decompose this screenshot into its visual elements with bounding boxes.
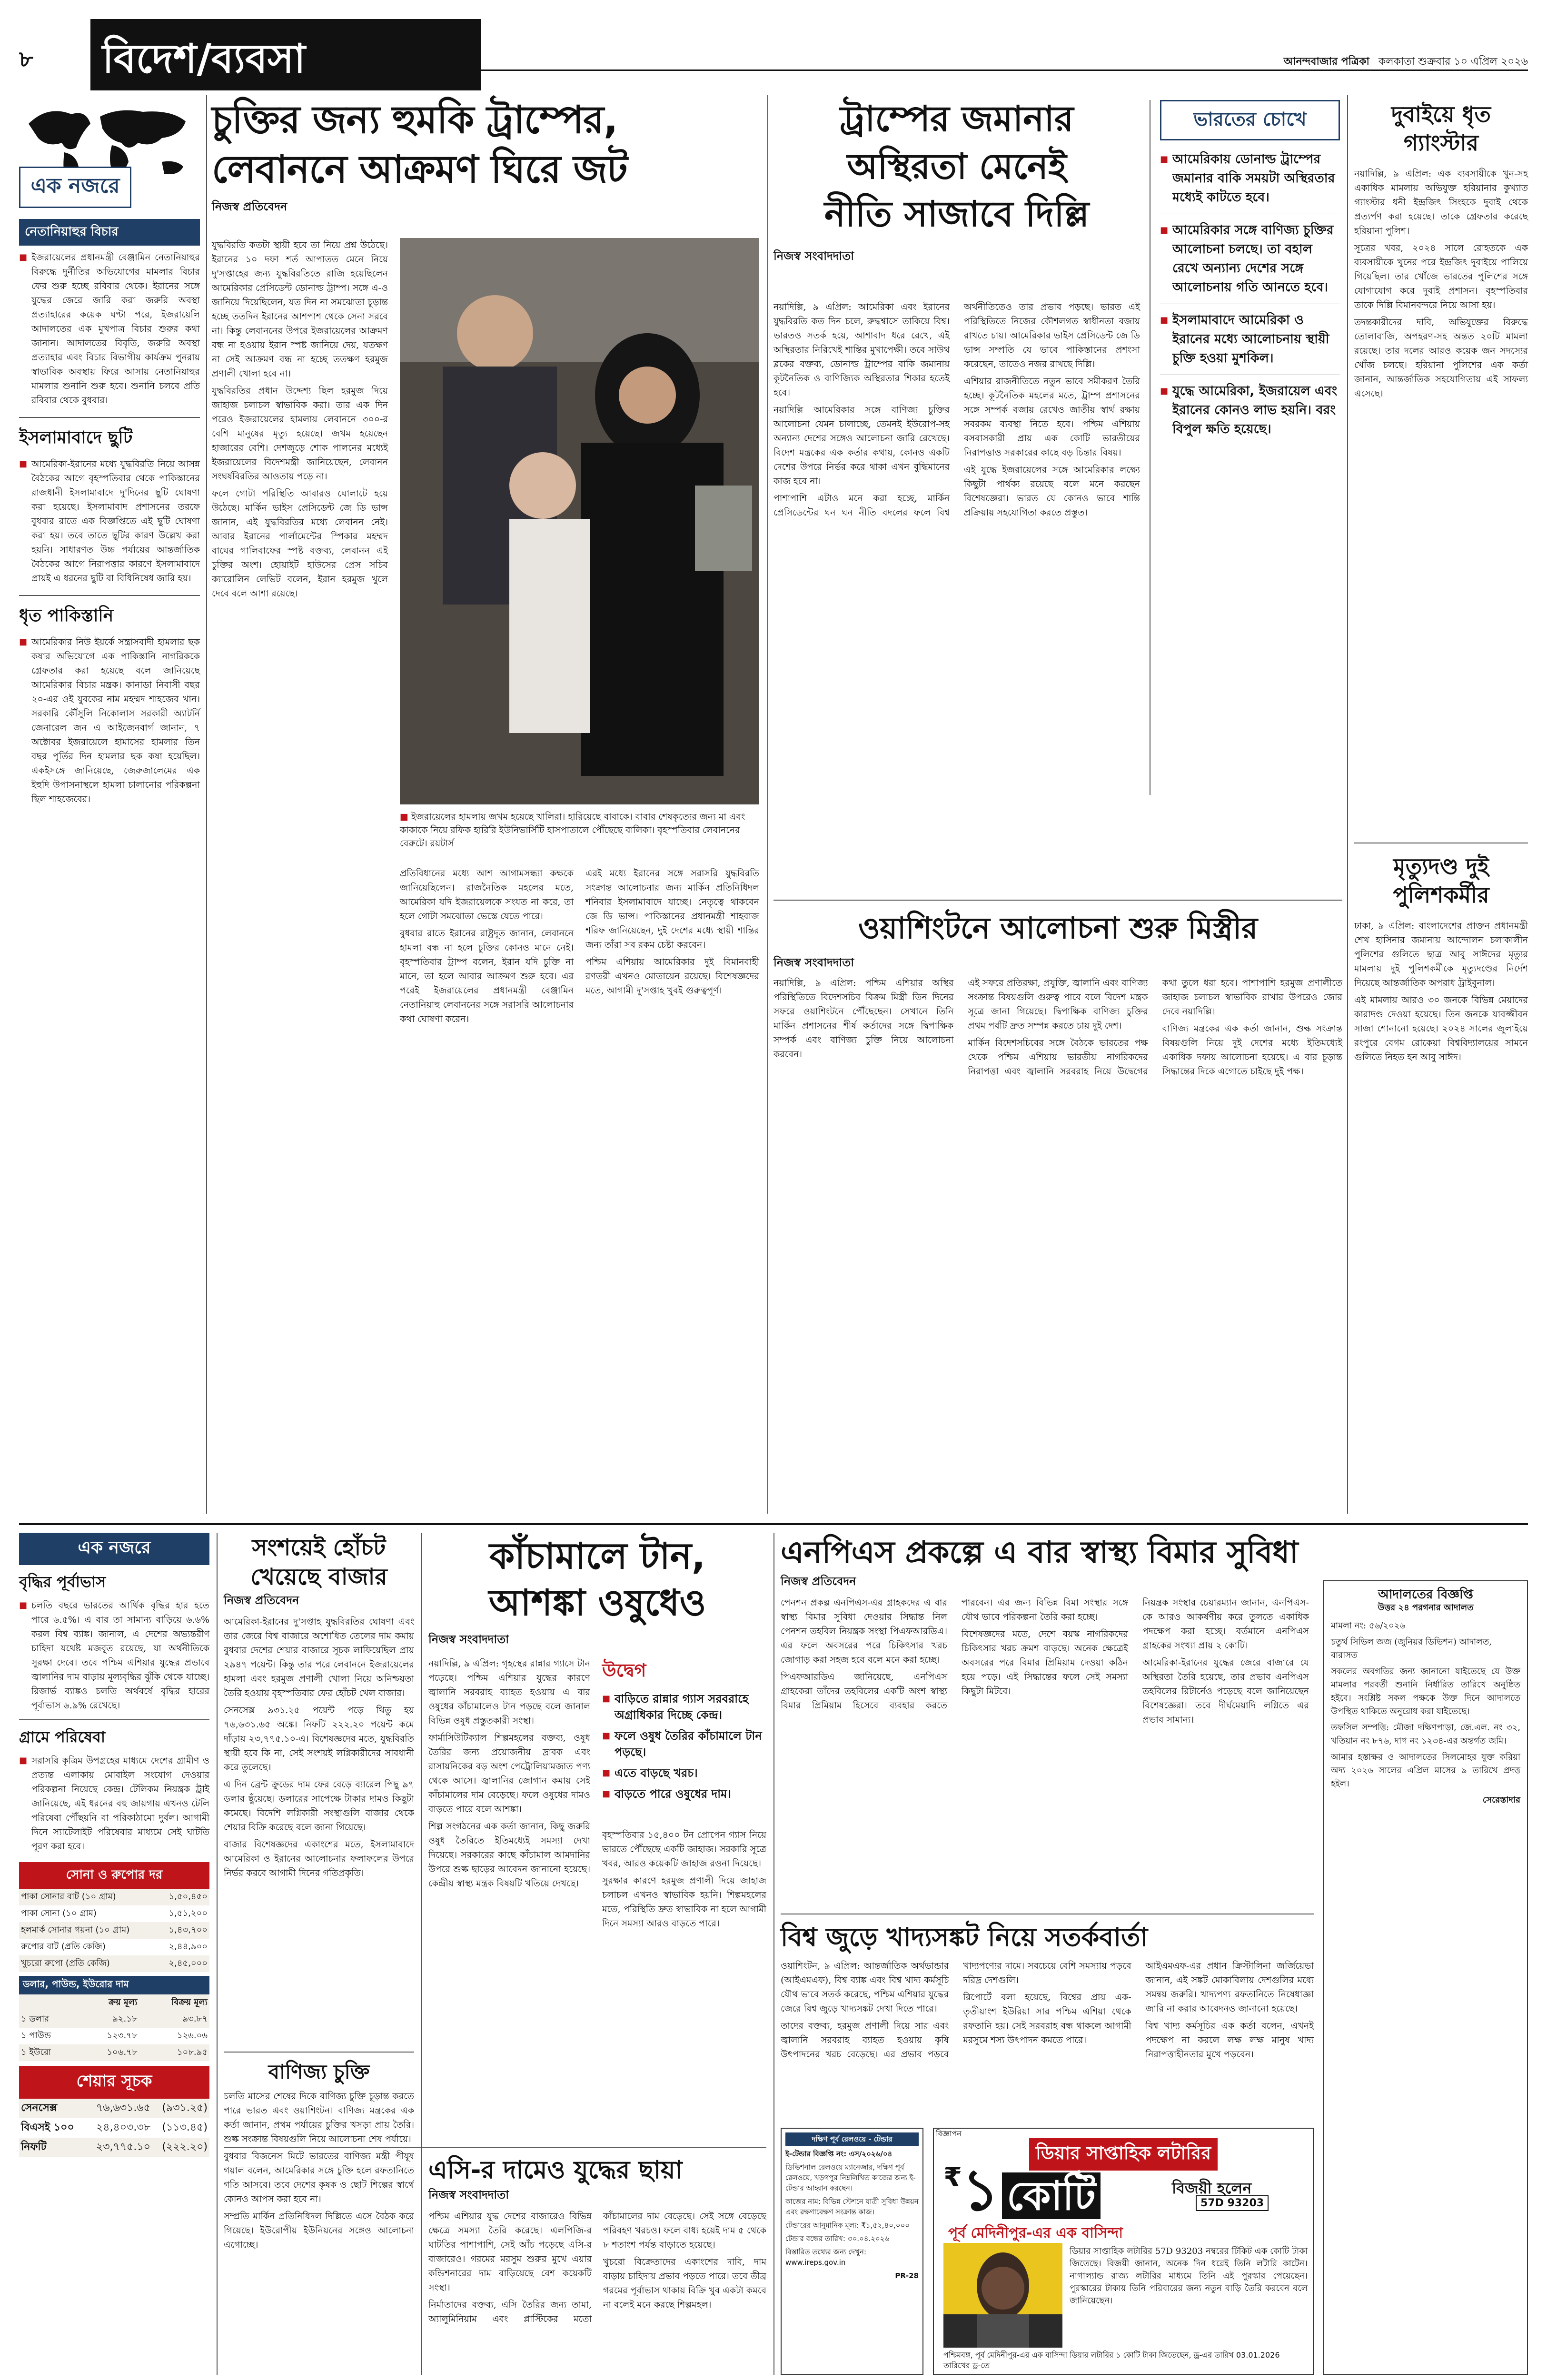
paragraph: বিশেষজ্ঞদের মতে, দেশে বয়স্ক নাগরিকদের চিকিৎসার খরচ ক্রমশ বাড়ছে। অনেক ক্ষেত্রেই অবসরের পরে বিমার প্রিমিয়াম দেওয়া কঠিন হয়ে পড়ে। এই সিদ্ধান্তের ফলে সেই সমস্যা কিছুটা মিটবে।	[962, 1629, 1128, 1696]
section-divider	[224, 2052, 414, 2053]
story-headline: এনপিএস প্রকল্পে এ বার স্বাস্থ্য বিমার সুবিধা	[781, 1535, 1299, 1570]
glance-bullets	[19, 250, 200, 407]
paragraph: নয়াদিল্লি, ৯ এপ্রিল: গৃহস্থের রান্নার গ্যাসে টান পড়েছে। পশ্চিম এশিয়ার যুদ্ধের কারণে জ্বালানি সরবরাহ ব্যাহত হওয়ায় এ বার ওষুধের কাঁচামালেও টান পড়ছে বলে জানাল বিভিন্ন ওষুধ প্রস্তুতকারী সংস্থা।	[428, 1658, 590, 1726]
index-name: নিফটি	[21, 2141, 47, 2153]
story-drugs	[428, 1533, 766, 2142]
paragraph: যুদ্ধবিরতির প্রধান উদ্দেশ্য ছিল হরমুজ দিয়ে জাহাজ চলাচল স্বাভাবিক করা। তার এক দিন পরেও ইজরায়েলের হামলায় লেবাননে ৩০০-র বেশি মানুষের মৃত্যু হয়েছে। জখম হয়েছেন হাজারের বেশি। দেশজুড়ে শোক পালনের মধ্যেই ইজরায়েলের বিদেশমন্ত্রী জানিয়েছেন, লেবানন সংঘর্ষবিরতির আওতায় পড়ে না।	[212, 386, 388, 482]
paragraph: বুধবার বিজনেস মিটে ভারতের বাণিজ্য মন্ত্রী পীযূষ গয়াল বলেন, আমেরিকার সঙ্গে চুক্তি হলে রফতানিতে গতি আসবে। তবে দেশের কৃষক ও ছোট শিল্পের স্বার্থে কোনও আপস করা হবে না।	[224, 2151, 414, 2204]
paragraph: ঢাকা, ৯ এপ্রিল: বাংলাদেশের প্রাক্তন প্রধানমন্ত্রী শেখ হাসিনার জমানায় আন্দোলন চলাকালীন পুলিশের গুলিতে ছাত্র আবু সাঈদের মৃত্যুর মামলায় দুই পুলিশকর্মীকে মৃত্যুদণ্ডের নির্দেশ দিয়েছে আন্তর্জাতিক অপরাধ ট্রাইবুনাল।	[1354, 921, 1528, 988]
glance-bottom-column	[19, 1533, 209, 2375]
story-body	[224, 1615, 414, 2053]
caption-text: ইজরায়েলের হামলায় জখম হয়েছে খালিরা। হারিয়েছে বাবাকে। বাবার শেষকৃত্যের জন্য মা এবং কাকাকে নিয়ে রফিক হারিরি ইউনিভার্সিটি হাসপাতালে পৌঁছেছে বালিকা। বৃহস্পতিবার লেবাননের বেরুটে। রয়টার্স	[400, 812, 745, 849]
table-row	[19, 2138, 209, 2157]
glance-bullet: ■ ইজরায়েলের প্রধানমন্ত্রী বেঞ্জামিন নেতানিয়াহুর বিরুদ্ধে দুর্নীতির অভিযোগের মামলার বিচার ফের শুরু হচ্ছে রবিবার থেকে। ইরানের সঙ্গে যুদ্ধের জেরে জারি করা জরুরি অবস্থা প্রত্যাহারের কয়েক ঘণ্টা পরে, ইজরায়েলি আদালতের এক মুখপাত্র বিচার শুরুর কথা জানান। আদালতের বিবৃতি, জরুরি অবস্থা প্রত্যাহার এবং বিচার বিভাগীয় কার্যক্রম পুনরায় স্বাভাবিক অবস্থায় ফিরে আসায় নেতানিয়াহুর মামলার শুনানি শুরু হবে। শুনানি চলবে প্রতি রবিবার থেকে বুধবার।	[19, 250, 200, 407]
notice-title: আদালতের বিজ্ঞপ্তি	[1378, 1587, 1473, 1602]
story-headline	[212, 95, 759, 194]
story-byline: নিজস্ব সংবাদদাতা	[428, 2188, 509, 2202]
headline-line-1: মৃত্যুদণ্ড দুই	[1393, 853, 1489, 879]
paragraph: এরই মধ্যে ইরানের সঙ্গে সরাসরি যুদ্ধবিরতি সংক্রান্ত আলোচনার জন্য মার্কিন প্রতিনিধিদল শনিবার ইসলামাবাদে যাচ্ছে। নেতৃত্বে থাকবেন জে ডি ভান্স। পাকিস্তানের প্রধানমন্ত্রী শাহবাজ শরিফ জানিয়েছেন, দুই দেশের মধ্যে স্থায়ী শান্তির জন্য তাঁরা সব রকম চেষ্টা করবেন।	[585, 868, 759, 950]
lottery-body: ডিয়ার সাপ্তাহিক লটারির 57D 93203 নম্বরের টিকিট এক কোটি টাকা জিতেছে। বিজয়ী জানান, অনেক দিন ধরেই তিনি লটারি কাটেন। নাগাল্যান্ড রাজ্য লটারির মাধ্যমে তিনি এই পুরস্কার পেয়েছেন। পুরস্কারের টাকায় তিনি পরিবারের জন্য নতুন বাড়ি তৈরি করবেন বলে জানিয়েছেন।	[1070, 2246, 1308, 2306]
paragraph: বুধবার রাতে ইরানের রাষ্ট্রদূত জানান, লেবাননে হামলা বন্ধ না হলে চুক্তির কোনও মানে নেই। বৃহস্পতিবার ট্রাম্প বলেন, ইরান যদি চুক্তি না মানে, তা হলে আবার আক্রমণ শুরু হবে। এর পরেই ইজরায়েলের প্রধানমন্ত্রী বেঞ্জামিন নেতানিয়াহু লেবাননের সঙ্গে সরাসরি আলোচনার কথা ঘোষণা করেন।	[400, 928, 574, 1024]
share-title: শেয়ার সূচক	[19, 2066, 209, 2099]
glance-heading: গ্রামে পরিষেবা	[19, 1719, 209, 1751]
column-divider	[206, 95, 207, 1514]
currency-name: ১ পাউন্ড	[21, 2031, 51, 2041]
table-row	[19, 1889, 209, 1905]
paragraph: এশিয়ার রাজনীতিতে নতুন ভাবে সমীকরণ তৈরি হচ্ছে। কূটনৈতিক মহলের মতে, ট্রাম্প প্রশাসনের সঙ্গে সম্পর্ক বজায় রেখেও জাতীয় স্বার্থ রক্ষায় সবরকম ব্যবস্থা নিতে হবে। পশ্চিম এশিয়ায় বসবাসকারী প্রায় এক কোটি ভারতীয়ের নিরাপত্তাও সরকারের কাছে বড় চিন্তার বিষয়।	[964, 376, 1140, 458]
glance-bullet: ■ সরাসরি কৃত্রিম উপগ্রহের মাধ্যমে দেশের গ্রামীণ ও প্রত্যন্ত এলাকায় মোবাইল সংযোগ দেওয়ার পরিকল্পনা নিয়েছে কেন্দ্র। টেলিকম নিয়ন্ত্রক ট্রাই জানিয়েছে, এই ধরনের বহু জায়গায় এখনও টেলি পরিষেবা পৌঁছয়নি বা পরিকাঠামো দুর্বল। আগামী দিনে স্যাটেলাইট পরিষেবার মাধ্যমে সেই ঘাটতি পূরণ করা হবে।	[19, 1754, 209, 1854]
winner-photo	[943, 2243, 1062, 2348]
glance-item	[19, 595, 200, 806]
concern-bullets	[602, 1691, 766, 1802]
story-headline	[1354, 100, 1528, 157]
section-divider	[224, 2147, 766, 2148]
paragraph: আমেরিকা-ইরানের দু'সপ্তাহ যুদ্ধবিরতির ঘোষণা এবং তার জেরে বিশ্ব বাজারে অশোধিত তেলের দাম কমায় বুধবার দেশের শেয়ার বাজারে সূচক লাফিয়েছিল প্রায় ২৯৪৭ পয়েন্ট। কিন্তু তার পরে লেবাননে ইজরায়েলের হামলা এবং হরমুজ প্রণালী খোলা নিয়ে অনিশ্চয়তা তৈরি হওয়ায় বৃহস্পতিবার ফের হোঁচট খেল বাজার।	[224, 1616, 414, 1698]
headline-line-2: লেবাননে আক্রমণ ঘিরে জট	[212, 147, 627, 191]
currency-box	[19, 1976, 209, 2061]
gold-label: রুপোর বাট (প্রতি কেজি)	[21, 1942, 106, 1952]
lottery-caption: পশ্চিমবঙ্গ, পূর্ব মেদিনীপুর-এর এক বাসিন্দা ডিয়ার লটারির ১ কোটি টাকা জিতেছেন, ড্র-এর তারিখ 03.01.2026 তারিখের ড্র-তে	[943, 2350, 1280, 2370]
glance-left-column	[19, 95, 200, 1514]
glance-bullets	[19, 1754, 209, 1854]
paragraph: বৃহস্পতিবার ১৫,৪০০ টন প্রোপেন গ্যাস নিয়ে ভারতে পৌঁছেছে একটি জাহাজ। সরকারি সূত্রে খবর, আরও কয়েকটি জাহাজ রওনা দিয়েছে।	[602, 1830, 766, 1869]
story-body	[781, 1596, 1309, 1910]
glance-heading: বৃদ্ধির পূর্বাভাস	[19, 1573, 106, 1591]
story-body	[428, 2209, 766, 2371]
notice-line: সকলের অবগতির জন্য জানানো যাইতেছে যে উক্ত মামলার পরবর্তী শুনানি নির্ধারিত তারিখে অনুষ্ঠিত হইবে। সংশ্লিষ্ট সকল পক্ষকে উক্ত দিনে আদালতে উপস্থিত থাকিতে অনুরোধ করা যাইতেছে।	[1331, 1666, 1520, 1716]
story-headline	[224, 1533, 414, 1592]
india-view-bullets	[1160, 150, 1340, 439]
section-divider	[774, 900, 1342, 901]
glance-bullet: ■ আমেরিকার নিউ ইয়র্কে সন্ত্রাসবাদী হামলার ছক কষার অভিযোগে এক পাকিস্তানি নাগরিককে গ্রেফতার করা হয়েছে বলে জানিয়েছে আমেরিকার বিচার মন্ত্রক। কানাডা নিবাসী বছর ২০-এর ওই যুবকের নাম মহম্মদ শাহজেব খান। সরকারি কৌঁসুলি নিকোলাস সরকারী অ্যাটর্নি জেনারেল জন এ আইজেনবার্গ জানান, ৭ অক্টোবর ইজরায়েলে হামাসের হামলার তিন বছর পূর্তির দিন হামলার ছক কষা হয়েছিল। একইসঙ্গে জানিয়েছে, জেরুজালেমের এক ইহুদি উপাসনাস্থলে হামলা চালানোর পরিকল্পনা ছিল শাহজেবের।	[19, 635, 200, 806]
paragraph: নির্মাতাদের বক্তব্য, এসি তৈরির জন্য তামা, অ্যালুমিনিয়াম এবং প্লাস্টিকের মতো কাঁচামালের দাম বেড়েছে। সেই সঙ্গে বেড়েছে পরিবহণ খরচও। ফলে বাধ্য হয়েই দাম ৫ থেকে ৮ শতাংশ পর্যন্ত বাড়াতে হয়েছে।	[428, 2211, 766, 2324]
winner-location: পূর্ব মেদিনীপুর-এর এক বাসিন্দা	[948, 2225, 1123, 2241]
story-body	[774, 300, 1140, 890]
story-dubai	[1354, 100, 1528, 838]
paragraph: পেনশন প্রকল্প এনপিএস-এর গ্রাহকদের এ বার স্বাস্থ্য বিমার সুবিধা দেওয়ার সিদ্ধান্ত নিল পেনশন তহবিল নিয়ন্ত্রক সংস্থা পিএফআরডিএ। এর ফলে অবসরের পরে চিকিৎসার খরচ জোগাড় করা সহজ হবে বলে মনে করা হচ্ছে।	[781, 1597, 947, 1665]
story-trump	[212, 95, 759, 1514]
story-trade	[224, 2059, 414, 2375]
lottery-ad	[933, 2128, 1314, 2375]
paragraph: নয়াদিল্লি আমেরিকার সঙ্গে বাণিজ্য চুক্তির আলোচনা যেমন চালাচ্ছে, তেমনই ইউরোপ-সহ অন্যান্য দেশের সঙ্গেও আলোচনা জারি রেখেছে। বিদেশ মন্ত্রকের এক কর্তার কথায়, কোনও একটি দেশের উপরে নির্ভর করে থাকা এখন বুদ্ধিমানের কাজ হবে না।	[774, 405, 950, 486]
paragraph: পিএফআরডিএ জানিয়েছে, এনপিএস গ্রাহকেরা তাঁদের তহবিলের একটি অংশ স্বাস্থ্য বিমার প্রিমিয়াম হিসেবে ব্যবহার করতে পারবেন। এর জন্য বিভিন্ন বিমা সংস্থার সঙ্গে যৌথ ভাবে পরিকল্পনা তৈরি করা হচ্ছে।	[781, 1597, 1128, 1711]
ticket-number: 57D 93203	[1196, 2195, 1269, 2211]
story-headline	[1354, 852, 1528, 909]
paragraph: পশ্চিম এশিয়ায় আমেরিকার দুই বিমানবাহী রণতরী এখনও মোতায়েন রয়েছে। বিশেষজ্ঞদের মতে, আগামী দু'সপ্তাহ খুবই গুরুত্বপূর্ণ।	[585, 957, 759, 996]
share-table	[19, 2099, 209, 2157]
story-headline: বিশ্ব জুড়ে খাদ্যসঙ্কট নিয়ে সতর্কবার্তা	[781, 1922, 1148, 1952]
rupee-symbol: ₹	[943, 2162, 962, 2193]
gold-value: ১,৫১,২০০	[169, 1908, 208, 1918]
paragraph: চলতি মাসের শেষের দিকে বাণিজ্য চুক্তি চূড়ান্ত করতে পারে ভারত এবং ওয়াশিংটন। বাণিজ্য মন্ত্রকের এক কর্তা জানান, প্রথম পর্যায়ের চুক্তির খসড়া প্রায় তৈরি। শুল্ক সংক্রান্ত বিষয়গুলি নিয়ে আলোচনা শেষ পর্যায়ে।	[224, 2091, 414, 2144]
index-change: (২২২.২০)	[162, 2141, 208, 2153]
india-view-bullet: ■ আমেরিকায় ডোনাল্ড ট্রাম্পের জমানার বাকি সময়টা অস্থিরতার মধ্যেই কাটতে হবে।	[1160, 150, 1340, 214]
index-change: (১১৩.৪৫)	[162, 2122, 208, 2133]
index-value: ৭৬,৬৩১.৬৫	[96, 2102, 150, 2114]
paragraph: তাদের বক্তব্য, হরমুজ প্রণালী দিয়ে সার এবং জ্বালানি সরবরাহ ব্যাহত হওয়ায় কৃষি উৎপাদনের খরচ বেড়েছে। এর প্রভাব পড়বে খাদ্যপণ্যের দামে। সবচেয়ে বেশি সমস্যায় পড়বে দরিদ্র দেশগুলি।	[781, 1961, 1131, 2060]
story-byline: নিজস্ব প্রতিবেদন	[781, 1575, 856, 1588]
story-byline: নিজস্ব প্রতিবেদন	[224, 1594, 299, 1607]
paragraph: সুরক্ষার কারণে হরমুজ প্রণালী দিয়ে জাহাজ চলাচল এখনও স্বাভাবিক হয়নি। শিল্পমহলের মতে, পরিস্থিতি দ্রুত স্বাভাবিক না হলে আগামী দিনে সমস্যা আরও বাড়তে পারে।	[602, 1875, 766, 1929]
glance-item	[19, 417, 200, 585]
paragraph: ফলে গোটা পরিস্থিতি আবারও ঘোলাটে হয়ে উঠেছে। মার্কিন ভাইস প্রেসিডেন্ট জে ডি ভান্স জানান, এই যুদ্ধবিরতির মধ্যে লেবানন নেই। আবার ইরানের পার্লামেন্টের স্পিকার মহম্মদ বাঘের গালিবাফের স্পষ্ট বক্তব্য, লেবানন এই চুক্তির অংশ। হোয়াইট হাউসের প্রেস সচিব ক্যারোলিন লেভিট বলেন, ইরান হরমুজ খুলে দেবে বলে আশা রয়েছে।	[212, 488, 388, 599]
gold-label: পাকা সোনার বাট (১০ গ্রাম)	[21, 1892, 116, 1902]
winner-photo-illustration	[943, 2243, 1062, 2348]
gold-value: ১,৫০,৪৫০	[169, 1892, 208, 1902]
paragraph: সম্প্রতি মার্কিন প্রতিনিধিদল দিল্লিতে এসে বৈঠক করে গিয়েছে। ইউরোপীয় ইউনিয়নের সঙ্গেও আলোচনা এগোচ্ছে।	[224, 2211, 414, 2250]
notice-line: তফসিল সম্পত্তি: মৌজা দক্ষিণপাড়া, জে.এল. নং ৩২, খতিয়ান নং ৮৭৬, দাগ নং ১২৩৪-এর অন্তর্গত জমি।	[1331, 1723, 1520, 1746]
notice-subtitle: উত্তর ২৪ পরগনার আদালত	[1378, 1603, 1474, 1613]
table-row	[19, 1922, 209, 1939]
story-body-right	[602, 1828, 766, 2137]
buy-rate: ১০৬.৭৮	[107, 2047, 138, 2057]
index-value: ২৩,৭৭৫.১০	[96, 2141, 150, 2153]
table-row	[19, 1905, 209, 1922]
buy-rate: ৯২.১৮	[112, 2014, 138, 2024]
paragraph: এই সফরে প্রতিরক্ষা, প্রযুক্তি, জ্বালানি এবং বাণিজ্য সংক্রান্ত বিষয়গুলি গুরুত্ব পাবে বলে বিদেশ মন্ত্রক সূত্রে জানা গিয়েছে। দ্বিপাক্ষিক বাণিজ্য চুক্তির প্রথম পর্বটি দ্রুত সম্পন্ন করতে চায় দুই দেশ।	[968, 978, 1148, 1031]
tender-line: কাজের নাম: বিভিন্ন স্টেশনে যাত্রী সুবিধা উন্নয়ন এবং রক্ষণাবেক্ষণ সংক্রান্ত কাজ।	[785, 2197, 919, 2216]
headline-line-1: সংশয়েই হোঁচট	[252, 1534, 386, 1561]
paragraph: নিয়ন্ত্রক সংস্থার চেয়ারম্যান জানান, এনপিএস-কে আরও আকর্ষণীয় করে তুলতে একাধিক পদক্ষেপ করা হচ্ছে। বর্তমানে এনপিএস গ্রাহকের সংখ্যা প্রায় ২ কোটি।	[1142, 1597, 1309, 1651]
story-byline: নিজস্ব প্রতিবেদন	[212, 200, 288, 213]
table-row	[19, 2011, 209, 2028]
paragraph: আইএমএফ-এর প্রধান ক্রিস্টালিনা জর্জিয়েভা জানান, এই সঙ্কট মোকাবিলায় দেশগুলির মধ্যে সমন্বয় জরুরি। খাদ্যপণ্য রফতানিতে নিষেধাজ্ঞা জারি না করার আবেদনও জানানো হয়েছে।	[1145, 1961, 1314, 2014]
headline-line-2: পুলিশকর্মীর	[1393, 882, 1489, 908]
headline-line-2: গ্যাংস্টার	[1403, 130, 1479, 156]
tender-title: দক্ষিণ পূর্ব রেলওয়ে - টেন্ডার	[785, 2132, 919, 2146]
section-title: বিদেশ/ব্যবসা	[102, 35, 306, 82]
india-view-title: ভারতের চোখে	[1160, 100, 1340, 140]
paragraph: এই যুদ্ধে ইজরায়েলের সঙ্গে আমেরিকার লক্ষ্যে কিছুটা পার্থক্য রয়েছে বলে মনে করছেন বিশেষজ্ঞেরা। ভারত যে কোনও ভাবে শান্তি প্রক্রিয়ায় সহযোগিতা করতে প্রস্তুত।	[964, 465, 1140, 518]
headline-line-3: নীতি সাজাবে দিল্লি	[824, 194, 1090, 235]
story-headline	[428, 1533, 766, 1626]
paragraph: এ দিন ব্রেন্ট ক্রুডের দাম ফের বেড়ে ব্যারেল পিছু ৯৭ ডলার ছুঁয়েছে। ডলারের সাপেক্ষে টাকার দামও কিছুটা কমেছে। বিদেশি লগ্নিকারী সংস্থাগুলি বাজার থেকে শেয়ার বিক্রি করেছে বলে জানা গিয়েছে।	[224, 1779, 414, 1833]
story-ac	[428, 2154, 766, 2375]
table-row	[19, 2044, 209, 2061]
column-divider	[767, 95, 768, 1514]
concern-bullet: ■ বাড়তে পারে ওষুধের দাম।	[602, 1786, 766, 1802]
table-row	[19, 2118, 209, 2138]
headline-line-1: চুক্তির জন্য হুমকি ট্রাম্পের,	[212, 98, 618, 142]
india-view-bullet: ■ আমেরিকার সঙ্গে বাণিজ্য চুক্তির আলোচনা চলছে। তা বহাল রেখে অন্যান্য দেশের সঙ্গে আলোচনায় গতি আনতে হবে।	[1160, 221, 1340, 304]
column-header	[19, 1994, 79, 2011]
story-delhi	[774, 95, 1140, 895]
story-market	[224, 1533, 414, 2047]
story-food	[781, 1921, 1314, 2121]
legal-notice	[1323, 1580, 1528, 2375]
notice-line: আমার হস্তাক্ষর ও আদালতের সিলমোহর যুক্ত করিয়া অদ্য ২০২৬ সালের এপ্রিল মাসের ৯ তারিখে প্রদত্ত হইল।	[1331, 1752, 1520, 1789]
gold-value: ২,৪৫,০০০	[169, 1958, 208, 1968]
paragraph: এই মামলায় আরও ৩০ জনকে বিভিন্ন মেয়াদের কারাদণ্ড দেওয়া হয়েছে। তিন জনকে যাবজ্জীবন সাজা শোনানো হয়েছে। ২০২৪ সালের জুলাইয়ে রংপুরে বেগম রোকেয়া বিশ্ববিদ্যালয়ের সামনে গুলিতে নিহত হন আবু সাঈদ।	[1354, 995, 1528, 1062]
story-body-middle	[400, 866, 574, 1029]
column-divider	[421, 1533, 422, 2375]
concern-bullet: ■ এতে বাড়ছে খরচ।	[602, 1765, 766, 1781]
prize-digit: ১	[962, 2157, 999, 2223]
column-divider	[217, 1533, 218, 2375]
headline-line-2: অস্থিরতা মেনেই	[847, 146, 1067, 187]
concern-bullet: ■ ফলে ওষুধ তৈরির কাঁচামালে টান পড়ছে।	[602, 1728, 766, 1760]
world-map-icon	[19, 95, 200, 205]
index-name: বিএসই ১০০	[21, 2122, 74, 2133]
tender-notice	[781, 2128, 923, 2375]
paragraph: প্রতিবিধানের মধ্যে আশ আগামসন্ধ্যা কক্ষকে জানিয়েছিলেন। রাজনৈতিক মহলের মতে, আমেরিকা যদি ইজরায়েলকে সংযত না করে, তা হলে গোটা সমঝোতা ভেস্তে যেতে পারে।	[400, 868, 574, 922]
table-header-row	[19, 1994, 209, 2011]
gold-label: খুচরো রুপো (প্রতি কেজি)	[21, 1958, 110, 1968]
story-byline: নিজস্ব সংবাদদাতা	[774, 249, 854, 263]
notice-line: সেরেস্তাদার	[1482, 1795, 1520, 1805]
story-body-left	[212, 238, 388, 604]
column-divider	[1347, 95, 1348, 1514]
notice-line: চতুর্থ সিভিল জজ (জুনিয়র ডিভিশন) আদালত, বারাসত	[1331, 1637, 1492, 1660]
paragraph: আমেরিকা-ইরানের যুদ্ধের জেরে বাজারে যে অস্থিরতা তৈরি হয়েছে, তার প্রভাব এনপিএস তহবিলের রিটার্নেও পড়েছে বলে জানিয়েছেন বিশেষজ্ঞেরা। তবে দীর্ঘমেয়াদি লগ্নিতে এর প্রভাব সামান্য।	[1142, 1657, 1309, 1725]
headline-line-1: ট্রাম্পের জমানার	[840, 99, 1074, 139]
currency-title: ডলার, পাউন্ড, ইউরোর দাম	[19, 1976, 209, 1994]
glance-bullets	[19, 1598, 209, 1713]
story-body	[1354, 167, 1528, 401]
story-police	[1354, 852, 1528, 1514]
story-byline: নিজস্ব সংবাদদাতা	[428, 1633, 509, 1646]
paragraph: যুদ্ধবিরতি কতটা স্থায়ী হবে তা নিয়ে প্রশ্ন উঠেছে। ইরানের ১০ দফা শর্ত আপাতত মেনে নিয়ে দু'সপ্তাহের জন্য যুদ্ধবিরতিতে রাজি হয়েছিলেন আমেরিকার প্রেসিডেন্ট ডোনাল্ড ট্রাম্প। সঙ্গে এ-ও জানিয়ে দিয়েছিলেন, যত দিন না সমঝোতা চূড়ান্ত হচ্ছে ততদিন ইরানের আশপাশ থেকে সেনা সরবে না। কিন্তু লেবাননের উপরে ইজরায়েলের আক্রমণ বন্ধ না হওয়ায় ইরান স্পষ্ট জানিয়ে দেয়, যতক্ষণ না সেই আক্রমণ বন্ধ না হচ্ছে ততক্ষণ হরমুজ প্রণালী খোলা হবে না।	[212, 240, 388, 379]
gold-label: হলমার্ক সোনার গয়না (১০ গ্রাম)	[21, 1925, 130, 1935]
buy-rate: ১২৩.৭৮	[107, 2031, 138, 2041]
glance-label: এক নজরে	[30, 174, 120, 198]
headline-line-1: কাঁচামালে টান,	[489, 1535, 705, 1577]
glance-heading: ধৃত পাকিস্তানি	[19, 606, 114, 625]
headline-line-2: খেয়েছে বাজার	[250, 1564, 387, 1590]
tender-line: টেন্ডারের আনুমানিক মূল্য: ₹১,৫২,৪০,০০০	[785, 2221, 910, 2230]
story-body	[224, 2089, 414, 2372]
glance-label-box	[19, 167, 131, 208]
concern-bullet: ■ বাড়িতে রান্নার গ্যাস সরবরাহে অগ্রাধিকার দিচ্ছে কেন্দ্র।	[602, 1691, 766, 1723]
index-change: (৯৩১.২৫)	[162, 2102, 208, 2114]
photo-illustration	[400, 238, 759, 804]
winner-text: বিজয়ী হলেন	[1172, 2179, 1252, 2197]
news-photo	[400, 238, 759, 804]
glance-bullets	[19, 635, 200, 806]
concern-title: উদ্বেগ	[602, 1660, 646, 1681]
index-value: ২৪,৪০৩.৩৮	[96, 2122, 150, 2133]
caption-marker: ■	[400, 812, 411, 822]
glance-bullet: ■ আমেরিকা-ইরানের মধ্যে যুদ্ধবিরতি নিয়ে আসন্ন বৈঠকের আগে বৃহস্পতিবার থেকে পাকিস্তানের রাজধানী ইসলামাবাদে দু'দিনের ছুটি ঘোষণা করা হয়েছে। ইসলামাবাদ প্রশাসনের তরফে বুধবার রাতে এক বিজ্ঞপ্তিতে এই ছুটি ঘোষণা করা হয়। তবে তাতে ছুটির কারণ উল্লেখ করা হয়নি। সাধারণত উচ্চ পর্যায়ের আন্তর্জাতিক বৈঠকের আগে নিরাপত্তার কারণে ইসলামাবাদে প্রায়ই এ ধরনের ছুটি বা বিধিনিষেধ জারি হয়।	[19, 457, 200, 585]
currency-name: ১ ডলার	[21, 2014, 50, 2024]
story-headline: ওয়াশিংটনে আলোচনা শুরু মিস্ত্রীর	[858, 911, 1258, 945]
table-row	[19, 1939, 209, 1955]
headline-line-2: আশঙ্কা ওষুধেও	[488, 1581, 706, 1624]
prize-amount	[943, 2157, 1172, 2223]
story-body-left	[428, 1656, 590, 2137]
glance-heading: নেতানিয়াহুর বিচার	[19, 219, 200, 246]
tender-code: PR-28	[895, 2271, 919, 2280]
tender-line: ই-টেন্ডার বিজ্ঞপ্তি নং: এস/২০২৬/০৪	[785, 2150, 892, 2158]
tender-line[interactable]: বিস্তারিত তথ্যের জন্য দেখুন: www.ireps.gov.in	[785, 2248, 867, 2267]
dateline: কলকাতা শুক্রবার ১০ এপ্রিল ২০২৬	[1378, 56, 1528, 68]
prize-word: কোটি	[1002, 2172, 1101, 2219]
story-headline	[774, 95, 1140, 238]
gold-value: ২,৪৪,৯০০	[169, 1942, 208, 1952]
sell-rate: ১০৮.৯৫	[177, 2047, 208, 2057]
glance-item	[19, 219, 200, 407]
column-header: বিক্রয় মূল্য	[171, 1997, 208, 2007]
masthead	[19, 19, 1528, 90]
page-fold-divider	[19, 1523, 1528, 1525]
page-number: ৮	[19, 46, 33, 72]
paragraph: সেনসেক্স ৯৩১.২৫ পয়েন্ট পড়ে থিতু হয় ৭৬,৬৩১.৬৫ অঙ্কে। নিফটি ২২২.২০ পয়েন্ট কমে দাঁড়ায় ২৩,৭৭৫.১০-এ। বিশেষজ্ঞদের মতে, যুদ্ধবিরতি স্থায়ী হবে কি না, সেই সংশয়ই লগ্নিকারীদের সাবধানী করে তুলেছে।	[224, 1705, 414, 1773]
story-headline: বাণিজ্য চুক্তি	[268, 2060, 370, 2083]
gold-rate-box	[19, 1862, 209, 1972]
glance-bullet: ■ চলতি বছরে ভারতের আর্থিক বৃদ্ধির হার হতে পারে ৬.৫%। এ বার তা সামান্য বাড়িয়ে ৬.৬% করল বিশ্ব ব্যাঙ্ক। জানাল, এ দেশের অভ্যন্তরীণ চাহিদা যথেষ্ট মজবুত রয়েছে, যা অর্থনীতিকে সুরক্ষা দেবে। তবে পশ্চিম এশিয়ার যুদ্ধের প্রভাবে জ্বালানির দাম বাড়ায় মূল্যবৃদ্ধির ঝুঁকি থেকে যাচ্ছে। রিজার্ভ ব্যাঙ্কও চলতি অর্থবর্ষে বৃদ্ধির হারের পূর্বাভাস ৬.৯% রেখেছে।	[19, 1598, 209, 1713]
story-body	[774, 976, 1342, 1509]
glance-heading: ইসলামাবাদে ছুটি	[19, 428, 133, 447]
sell-rate: ৯৩.৮৭	[182, 2014, 208, 2024]
newspaper-name: আনন্দবাজার পত্রিকা	[1283, 56, 1369, 68]
story-washington	[774, 909, 1342, 1514]
tender-line: ডিভিশনাল রেলওয়ে ম্যানেজার, দক্ষিণ পূর্ব রেলওয়ে, খড়গপুর নিম্নলিখিত কাজের জন্য ই-টেন্ডার আহ্বান করছেন।	[785, 2163, 916, 2192]
column-header: ক্রয় মূল্য	[109, 1997, 138, 2007]
tender-line: টেন্ডার বন্ধের তারিখ: ৩০.০৪.২০২৬	[785, 2234, 890, 2243]
table-row	[19, 2099, 209, 2118]
story-body	[781, 1959, 1314, 2116]
table-row	[19, 1955, 209, 1972]
share-index-box	[19, 2066, 209, 2157]
india-view-bullet: ■ ইসলামাবাদে আমেরিকা ও ইরানের মধ্যে আলোচনায় স্থায়ী চুক্তি হওয়া মুশকিল।	[1160, 311, 1340, 375]
glance-label: এক নজরে	[78, 1538, 151, 1557]
dateline-group	[1284, 53, 1528, 71]
paragraph: নয়াদিল্লি, ৯ এপ্রিল: আমেরিকা এবং ইরানের যুদ্ধবিরতি কত দিন চলে, রুদ্ধশ্বাসে তাকিয়ে বিশ্ব। ভারতও সতর্ক হয়ে, আশাবাদ ধরে রেখে, এই অস্থিরতার নিরিখেই শান্তির মুখাপেক্ষী। তবে সাউথ ব্লকের বক্তব্য, ডোনাল্ড ট্রাম্পের বাকি জমানায় কূটনৈতিক ও বাণিজ্যিক অস্থিরতার শিকার হতেই হবে।	[774, 302, 950, 398]
index-name: সেনসেক্স	[21, 2102, 58, 2114]
lottery-headline: ডিয়ার সাপ্তাহিক লটারির	[1029, 2138, 1218, 2171]
headline-line-1: দুবাইয়ে ধৃত	[1391, 101, 1491, 127]
paragraph: শিল্প সংগঠনের এক কর্তা জানান, কিছু জরুরি ওষুধ তৈরিতে ইতিমধ্যেই সমস্যা দেখা দিয়েছে। সরকারের কাছে কাঁচামাল আমদানির উপরে শুল্ক ছাড়ের আবেদন জানানো হয়েছে। কেন্দ্রীয় স্বাস্থ্য মন্ত্রক বিষয়টি খতিয়ে দেখছে।	[428, 1821, 590, 1889]
story-byline: নিজস্ব সংবাদদাতা	[774, 956, 854, 969]
glance-bullets	[19, 457, 200, 585]
paragraph: ওয়াশিংটন, ৯ এপ্রিল: আন্তর্জাতিক অর্থভান্ডার (আইএমএফ), বিশ্ব ব্যাঙ্ক এবং বিশ্ব খাদ্য কর্মসূচি যৌথ ভাবে সতর্ক করেছে, পশ্চিম এশিয়ার যুদ্ধের জেরে বিশ্ব জুড়ে খাদ্যসঙ্কট দেখা দিতে পারে।	[781, 1961, 949, 2014]
paragraph: পাশাপাশি এটাও মনে করা হচ্ছে, মার্কিন প্রেসিডেন্টের ঘন ঘন নীতি বদলের ফলে বিশ্ব অর্থনীতিতেও তার প্রভাব পড়ছে। ভারত এই পরিস্থিতিতে নিজের কৌশলগত স্বাধীনতা বজায় রাখতে চায়। আমেরিকার ভাইস প্রেসিডেন্ট জে ডি ভান্স সম্প্রতি যে ভাবে পাকিস্তানের প্রশংসা করেছেন, তাতেও নজর রাখছে দিল্লি।	[774, 302, 1140, 518]
story-body	[1354, 919, 1528, 1064]
gold-title: সোনা ও রুপোর দর	[19, 1862, 209, 1889]
gold-value: ১,৪৩,৭০০	[169, 1925, 208, 1935]
ad-label: বিজ্ঞাপন	[936, 2129, 962, 2138]
paragraph: নয়াদিল্লি, ৯ এপ্রিল: এক ব্যবসায়ীকে খুন-সহ একাধিক মামলায় অভিযুক্ত হরিয়ানার কুখ্যাত গ্যাংস্টার ধনী ইন্দ্রজিৎ সিংহকে দুবাই থেকে প্রত্যর্পণ করা হয়েছে। তাকে গ্রেফতার করেছে হরিয়ানা পুলিশ।	[1354, 169, 1528, 236]
paragraph: সূত্রের খবর, ২০২৪ সালে রোহতকে এক ব্যবসায়ীকে খুনের পরে ইন্দ্রজিৎ দুবাইয়ে পালিয়ে গিয়েছিল। তার খোঁজে ভারতের পুলিশের সঙ্গে যোগাযোগ করে দুবাই প্রশাসন। বৃহস্পতিবার তাকে দিল্লি বিমানবন্দরে নিয়ে আসা হয়।	[1354, 243, 1528, 310]
paragraph: ফার্মাসিউটিক্যাল শিল্পমহলের বক্তব্য, ওষুধ তৈরির জন্য প্রয়োজনীয় দ্রাবক এবং রাসায়নিকের বড় অংশ পেট্রোলিয়ামজাত পণ্য থেকে আসে। জ্বালানির জোগান কমায় সেই কাঁচামালের দাম বেড়েছে। ফলে ওষুধের দামও বাড়তে পারে বলে আশঙ্কা।	[428, 1733, 590, 1815]
paragraph: তদন্তকারীদের দাবি, অভিযুক্তের বিরুদ্ধে তোলাবাজি, অপহরণ-সহ অন্তত ২০টি মামলা রয়েছে। তার দলের আরও কয়েক জন সদস্যের খোঁজ চলছে। হরিয়ানা পুলিশের এক কর্তা জানান, আন্তর্জাতিক সহযোগিতায় এই সাফল্য এসেছে।	[1354, 317, 1528, 399]
india-view-box	[1150, 100, 1340, 795]
story-headline: এসি-র দামেও যুদ্ধের ছায়া	[428, 2156, 683, 2184]
currency-name: ১ ইউরো	[21, 2047, 51, 2057]
story-body-right	[585, 866, 759, 1001]
paragraph: খুচরো বিক্রেতাদের একাংশের দাবি, দাম বাড়ায় চাহিদায় প্রভাব পড়তে পারে। তবে তীব্র গরমের পূর্বাভাস থাকায় বিক্রি খুব একটা কমবে না বলেই মনে করছে শিল্পমহল।	[603, 2257, 766, 2310]
paragraph: বিশ্ব খাদ্য কর্মসূচির এক কর্তা বলেন, এখনই পদক্ষেপ না করলে লক্ষ লক্ষ মানুষ খাদ্য নিরাপত্তাহীনতার মুখে পড়বেন।	[1145, 2021, 1314, 2060]
paragraph: নয়াদিল্লি, ৯ এপ্রিল: পশ্চিম এশিয়ার অস্থির পরিস্থিতিতে বিদেশসচিব বিক্রম মিস্ত্রী তিন দিনের সফরে ওয়াশিংটনে পৌঁছেছেন। সেখানে তিনি মার্কিন প্রশাসনের শীর্ষ কর্তাদের সঙ্গে দ্বিপাক্ষিক সম্পর্ক এবং বাণিজ্য চুক্তি নিয়ে আলোচনা করবেন।	[774, 978, 954, 1060]
sell-rate: ১২৬.০৬	[177, 2031, 208, 2041]
paragraph: রিপোর্টে বলা হয়েছে, বিশ্বের প্রায় এক-তৃতীয়াংশ ইউরিয়া সার পশ্চিম এশিয়া থেকে রফতানি হয়। সেই সরবরাহ বন্ধ থাকলে আগামী মরসুমে শস্য উৎপাদন কমতে পারে।	[963, 1992, 1131, 2045]
india-view-bullet: ■ যুদ্ধে আমেরিকা, ইজরায়েল এবং ইরানের কোনও লাভ হয়নি। বরং বিপুল ক্ষতি হয়েছে।	[1160, 382, 1340, 439]
paragraph: বাজার বিশেষজ্ঞদের একাংশের মতে, ইসলামাবাদে আমেরিকা ও ইরানের আলোচনার ফলাফলের উপরে নির্ভর করবে আগামী দিনের গতিপ্রকৃতি।	[224, 1839, 414, 1878]
paragraph: মার্কিন বিদেশসচিবের সঙ্গে বৈঠকে ভারতের পক্ষ থেকে পশ্চিম এশিয়ায় ভারতীয় নাগরিকদের নিরাপত্তা এবং জ্বালানি সরবরাহ নিয়ে উদ্বেগের কথা তুলে ধরা হবে। পাশাপাশি হরমুজ প্রণালীতে জাহাজ চলাচল স্বাভাবিক রাখার উপরেও জোর দেবে নয়াদিল্লি।	[968, 978, 1342, 1077]
paragraph: পশ্চিম এশিয়ার যুদ্ধ দেশের বাজারেও বিভিন্ন ক্ষেত্রে সমস্যা তৈরি করেছে। এলপিজি-র ঘাটতির পাশাপাশি, সেই আঁচ পড়েছে এসি-র বাজারেও। গরমের মরসুম শুরুর মুখে এয়ার কন্ডিশনারের দাম বাড়িয়েছে বেশ কয়েকটি সংস্থা।	[428, 2211, 592, 2293]
currency-table	[19, 1994, 209, 2061]
glance-label-box	[19, 1533, 209, 1565]
paragraph: বাণিজ্য মন্ত্রকের এক কর্তা জানান, শুল্ক সংক্রান্ত বিষয়গুলি নিয়ে দুই দেশের মধ্যে ইতিমধ্যেই একাধিক দফায় আলোচনা হয়েছে। এ বার চূড়ান্ত সিদ্ধান্তের দিকে এগোতে চাইছে দুই পক্ষ।	[1162, 1023, 1342, 1077]
concern-box	[602, 1656, 766, 1807]
gold-label: পাকা সোনা (১০ গ্রাম)	[21, 1908, 97, 1918]
gold-table	[19, 1889, 209, 1972]
table-row	[19, 2028, 209, 2044]
notice-line: মামলা নং: ৫৬/২০২৬	[1331, 1621, 1406, 1631]
photo-caption	[400, 810, 759, 850]
